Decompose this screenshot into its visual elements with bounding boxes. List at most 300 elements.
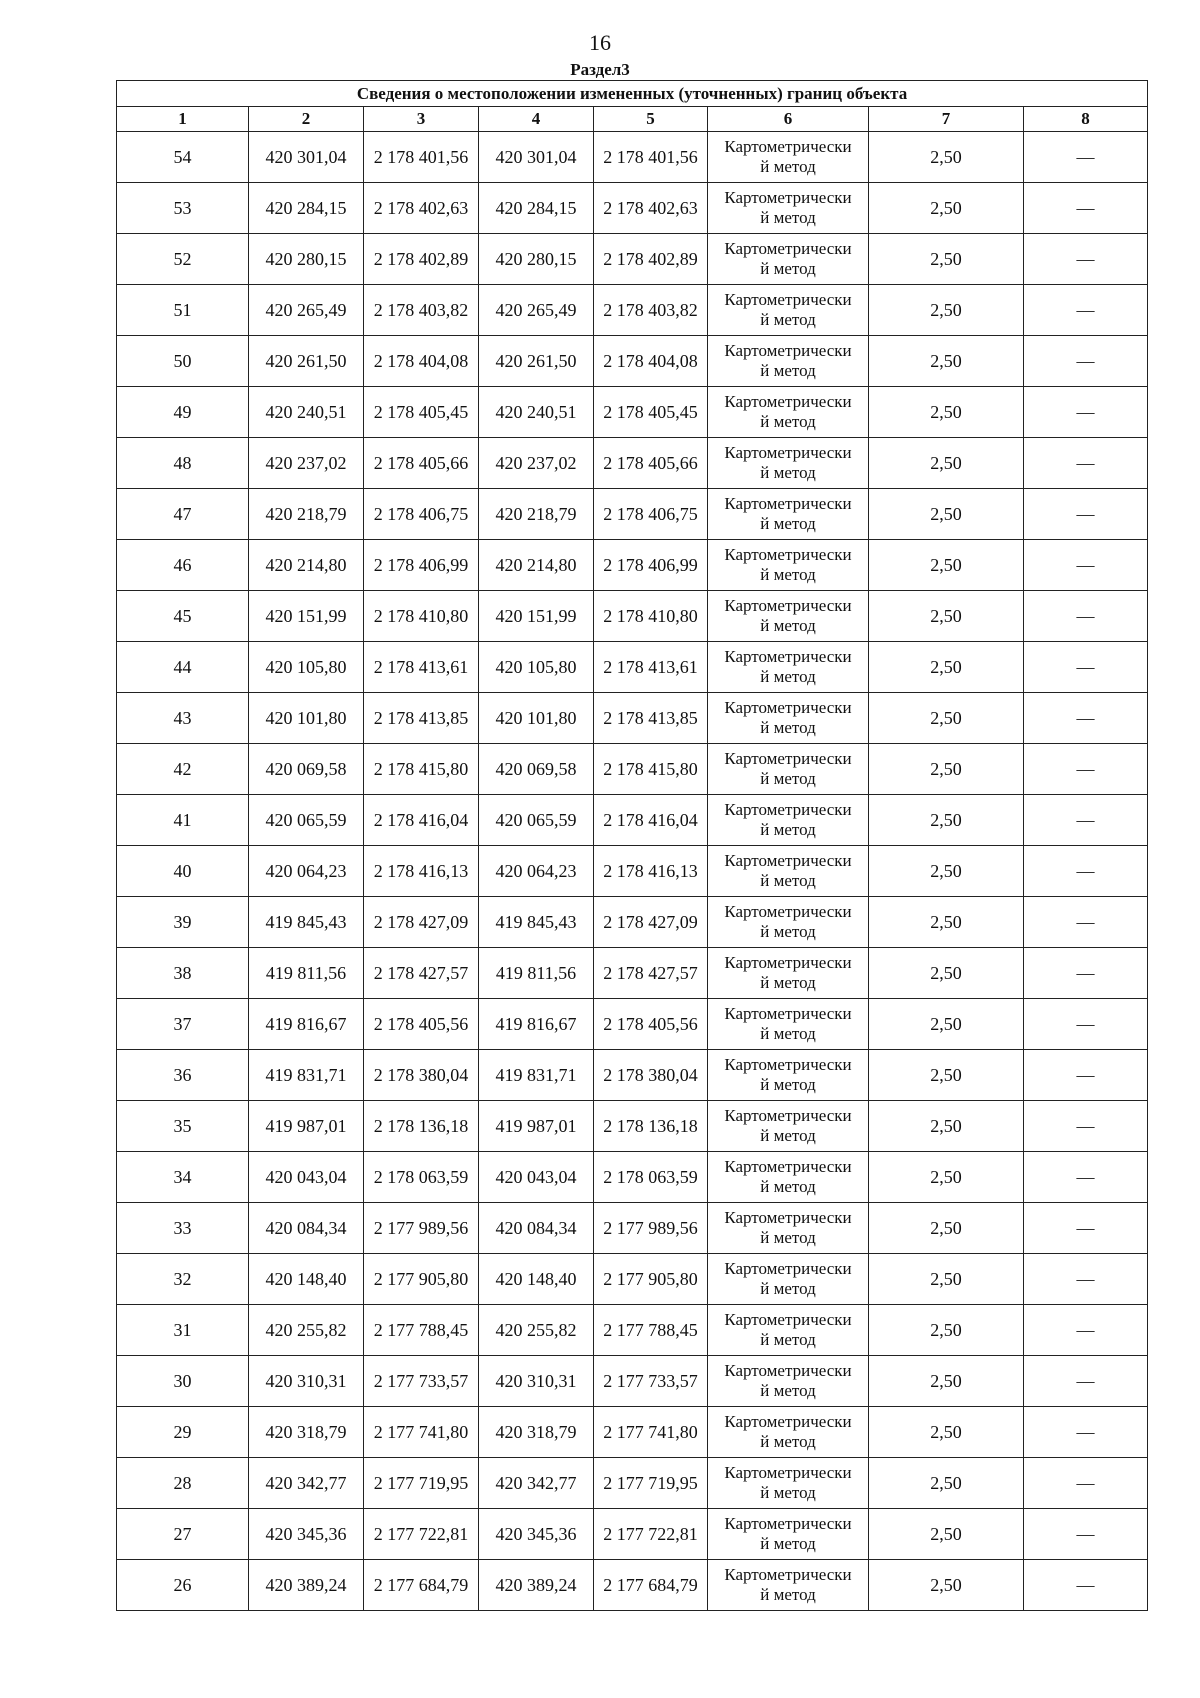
column-number-3: 3 xyxy=(364,107,479,132)
accuracy-cell: 2,50 xyxy=(869,1203,1024,1254)
description-cell: — xyxy=(1024,693,1148,744)
table-caption: Сведения о местоположении измененных (уточненных) границ объекта xyxy=(117,81,1148,107)
description-cell: — xyxy=(1024,1254,1148,1305)
description-cell: — xyxy=(1024,132,1148,183)
method-text-line-1: Картометрически xyxy=(724,239,852,258)
accuracy-cell: 2,50 xyxy=(869,1254,1024,1305)
accuracy-cell: 2,50 xyxy=(869,132,1024,183)
table-row xyxy=(117,387,1148,438)
column-number-2: 2 xyxy=(249,107,364,132)
y-old-cell: 2 178 063,59 xyxy=(364,1152,479,1203)
accuracy-cell: 2,50 xyxy=(869,285,1024,336)
point-number-cell: 50 xyxy=(117,336,249,387)
table-row xyxy=(117,132,1148,183)
y-new-cell: 2 178 380,04 xyxy=(594,1050,708,1101)
method-text-line-2: й метод xyxy=(760,718,816,737)
method-cell xyxy=(708,948,869,999)
x-new-cell: 420 342,77 xyxy=(479,1458,594,1509)
point-number-cell: 42 xyxy=(117,744,249,795)
method-text-line-2: й метод xyxy=(760,1177,816,1196)
coordinates-table xyxy=(116,80,1148,1611)
table-body xyxy=(117,132,1148,1611)
point-number-cell: 46 xyxy=(117,540,249,591)
x-new-cell: 420 280,15 xyxy=(479,234,594,285)
x-new-cell: 420 043,04 xyxy=(479,1152,594,1203)
table-row xyxy=(117,1560,1148,1611)
y-new-cell: 2 178 416,13 xyxy=(594,846,708,897)
x-old-cell: 420 265,49 xyxy=(249,285,364,336)
x-old-cell: 420 148,40 xyxy=(249,1254,364,1305)
y-old-cell: 2 178 413,85 xyxy=(364,693,479,744)
x-old-cell: 420 255,82 xyxy=(249,1305,364,1356)
y-new-cell: 2 177 788,45 xyxy=(594,1305,708,1356)
x-old-cell: 420 342,77 xyxy=(249,1458,364,1509)
description-cell: — xyxy=(1024,795,1148,846)
method-text-line-2: й метод xyxy=(760,973,816,992)
x-new-cell: 419 845,43 xyxy=(479,897,594,948)
y-old-cell: 2 178 416,04 xyxy=(364,795,479,846)
x-new-cell: 420 265,49 xyxy=(479,285,594,336)
method-text-line-1: Картометрически xyxy=(724,1310,852,1329)
x-old-cell: 420 237,02 xyxy=(249,438,364,489)
method-cell xyxy=(708,183,869,234)
table-row xyxy=(117,897,1148,948)
y-old-cell: 2 178 405,66 xyxy=(364,438,479,489)
method-cell xyxy=(708,1560,869,1611)
x-old-cell: 420 065,59 xyxy=(249,795,364,846)
table-row xyxy=(117,540,1148,591)
point-number-cell: 28 xyxy=(117,1458,249,1509)
accuracy-cell: 2,50 xyxy=(869,693,1024,744)
y-new-cell: 2 177 741,80 xyxy=(594,1407,708,1458)
table-row xyxy=(117,1050,1148,1101)
x-new-cell: 420 310,31 xyxy=(479,1356,594,1407)
accuracy-cell: 2,50 xyxy=(869,1356,1024,1407)
description-cell: — xyxy=(1024,744,1148,795)
y-old-cell: 2 178 401,56 xyxy=(364,132,479,183)
method-cell xyxy=(708,285,869,336)
method-text-line-2: й метод xyxy=(760,871,816,890)
description-cell: — xyxy=(1024,642,1148,693)
x-new-cell: 420 389,24 xyxy=(479,1560,594,1611)
table-row xyxy=(117,438,1148,489)
method-text-line-2: й метод xyxy=(760,1024,816,1043)
page-number: 16 xyxy=(589,30,611,55)
description-cell: — xyxy=(1024,948,1148,999)
description-cell: — xyxy=(1024,336,1148,387)
y-old-cell: 2 178 416,13 xyxy=(364,846,479,897)
method-text-line-1: Картометрически xyxy=(724,596,852,615)
y-new-cell: 2 178 413,85 xyxy=(594,693,708,744)
column-number-7: 7 xyxy=(869,107,1024,132)
accuracy-cell: 2,50 xyxy=(869,1458,1024,1509)
y-new-cell: 2 177 905,80 xyxy=(594,1254,708,1305)
y-old-cell: 2 177 989,56 xyxy=(364,1203,479,1254)
method-text-line-2: й метод xyxy=(760,565,816,584)
table-row xyxy=(117,234,1148,285)
accuracy-cell: 2,50 xyxy=(869,234,1024,285)
description-cell: — xyxy=(1024,1152,1148,1203)
method-text-line-2: й метод xyxy=(760,820,816,839)
y-new-cell: 2 178 410,80 xyxy=(594,591,708,642)
point-number-cell: 52 xyxy=(117,234,249,285)
x-old-cell: 420 389,24 xyxy=(249,1560,364,1611)
method-cell xyxy=(708,1152,869,1203)
table-row xyxy=(117,1152,1148,1203)
y-new-cell: 2 178 405,56 xyxy=(594,999,708,1050)
method-cell xyxy=(708,897,869,948)
method-text-line-2: й метод xyxy=(760,667,816,686)
method-text-line-1: Картометрически xyxy=(724,1565,852,1584)
column-number-5: 5 xyxy=(594,107,708,132)
point-number-cell: 41 xyxy=(117,795,249,846)
y-new-cell: 2 178 405,66 xyxy=(594,438,708,489)
accuracy-cell: 2,50 xyxy=(869,336,1024,387)
accuracy-cell: 2,50 xyxy=(869,744,1024,795)
method-cell xyxy=(708,1305,869,1356)
method-text-line-2: й метод xyxy=(760,1330,816,1349)
table-row xyxy=(117,999,1148,1050)
table-row xyxy=(117,1356,1148,1407)
method-cell xyxy=(708,795,869,846)
x-old-cell: 419 987,01 xyxy=(249,1101,364,1152)
point-number-cell: 32 xyxy=(117,1254,249,1305)
method-text-line-1: Картометрически xyxy=(724,953,852,972)
point-number-cell: 35 xyxy=(117,1101,249,1152)
method-cell xyxy=(708,846,869,897)
method-text-line-2: й метод xyxy=(760,1432,816,1451)
y-new-cell: 2 178 402,63 xyxy=(594,183,708,234)
y-new-cell: 2 178 403,82 xyxy=(594,285,708,336)
method-cell xyxy=(708,234,869,285)
description-cell: — xyxy=(1024,1407,1148,1458)
method-text-line-2: й метод xyxy=(760,616,816,635)
y-old-cell: 2 178 413,61 xyxy=(364,642,479,693)
point-number-cell: 49 xyxy=(117,387,249,438)
y-old-cell: 2 178 403,82 xyxy=(364,285,479,336)
method-text-line-1: Картометрически xyxy=(724,545,852,564)
description-cell: — xyxy=(1024,1050,1148,1101)
x-new-cell: 420 237,02 xyxy=(479,438,594,489)
x-new-cell: 420 065,59 xyxy=(479,795,594,846)
x-old-cell: 420 218,79 xyxy=(249,489,364,540)
method-text-line-1: Картометрически xyxy=(724,749,852,768)
method-text-line-2: й метод xyxy=(760,310,816,329)
method-text-line-2: й метод xyxy=(760,1279,816,1298)
description-cell: — xyxy=(1024,897,1148,948)
method-text-line-1: Картометрически xyxy=(724,1412,852,1431)
accuracy-cell: 2,50 xyxy=(869,1152,1024,1203)
x-new-cell: 420 105,80 xyxy=(479,642,594,693)
x-new-cell: 420 240,51 xyxy=(479,387,594,438)
point-number-cell: 29 xyxy=(117,1407,249,1458)
accuracy-cell: 2,50 xyxy=(869,1101,1024,1152)
table-row xyxy=(117,1305,1148,1356)
accuracy-cell: 2,50 xyxy=(869,846,1024,897)
method-text-line-2: й метод xyxy=(760,514,816,533)
accuracy-cell: 2,50 xyxy=(869,1407,1024,1458)
y-old-cell: 2 177 741,80 xyxy=(364,1407,479,1458)
method-text-line-1: Картометрически xyxy=(724,1055,852,1074)
y-old-cell: 2 178 406,75 xyxy=(364,489,479,540)
y-old-cell: 2 178 405,45 xyxy=(364,387,479,438)
method-text-line-2: й метод xyxy=(760,922,816,941)
y-old-cell: 2 177 733,57 xyxy=(364,1356,479,1407)
table-row xyxy=(117,285,1148,336)
y-old-cell: 2 178 415,80 xyxy=(364,744,479,795)
method-text-line-1: Картометрически xyxy=(724,494,852,513)
method-text-line-1: Картометрически xyxy=(724,647,852,666)
method-text-line-2: й метод xyxy=(760,259,816,278)
x-old-cell: 420 105,80 xyxy=(249,642,364,693)
y-old-cell: 2 178 136,18 xyxy=(364,1101,479,1152)
description-cell: — xyxy=(1024,1203,1148,1254)
method-text-line-1: Картометрически xyxy=(724,1361,852,1380)
x-new-cell: 420 064,23 xyxy=(479,846,594,897)
column-number-1: 1 xyxy=(117,107,249,132)
x-new-cell: 420 148,40 xyxy=(479,1254,594,1305)
description-cell: — xyxy=(1024,999,1148,1050)
point-number-cell: 44 xyxy=(117,642,249,693)
point-number-cell: 48 xyxy=(117,438,249,489)
method-text-line-1: Картометрически xyxy=(724,290,852,309)
accuracy-cell: 2,50 xyxy=(869,438,1024,489)
table-row xyxy=(117,948,1148,999)
method-text-line-1: Картометрически xyxy=(724,1106,852,1125)
table-row xyxy=(117,336,1148,387)
table-row xyxy=(117,795,1148,846)
method-cell xyxy=(708,1509,869,1560)
description-cell: — xyxy=(1024,540,1148,591)
description-cell: — xyxy=(1024,846,1148,897)
method-text-line-1: Картометрически xyxy=(724,341,852,360)
y-new-cell: 2 178 427,57 xyxy=(594,948,708,999)
method-text-line-2: й метод xyxy=(760,412,816,431)
y-new-cell: 2 178 404,08 xyxy=(594,336,708,387)
method-cell xyxy=(708,642,869,693)
x-old-cell: 419 811,56 xyxy=(249,948,364,999)
x-old-cell: 420 284,15 xyxy=(249,183,364,234)
point-number-cell: 26 xyxy=(117,1560,249,1611)
description-cell: — xyxy=(1024,234,1148,285)
method-text-line-2: й метод xyxy=(760,208,816,227)
table-row xyxy=(117,846,1148,897)
method-text-line-2: й метод xyxy=(760,769,816,788)
section-title: Раздел3 xyxy=(570,60,630,79)
point-number-cell: 30 xyxy=(117,1356,249,1407)
y-old-cell: 2 178 427,57 xyxy=(364,948,479,999)
accuracy-cell: 2,50 xyxy=(869,1560,1024,1611)
method-text-line-2: й метод xyxy=(760,361,816,380)
point-number-cell: 45 xyxy=(117,591,249,642)
point-number-cell: 31 xyxy=(117,1305,249,1356)
y-old-cell: 2 178 410,80 xyxy=(364,591,479,642)
y-old-cell: 2 178 405,56 xyxy=(364,999,479,1050)
point-number-cell: 33 xyxy=(117,1203,249,1254)
method-text-line-1: Картометрически xyxy=(724,188,852,207)
method-text-line-1: Картометрически xyxy=(724,1208,852,1227)
y-new-cell: 2 178 063,59 xyxy=(594,1152,708,1203)
y-old-cell: 2 178 402,89 xyxy=(364,234,479,285)
method-text-line-2: й метод xyxy=(760,1075,816,1094)
y-new-cell: 2 177 719,95 xyxy=(594,1458,708,1509)
x-old-cell: 420 069,58 xyxy=(249,744,364,795)
method-text-line-1: Картометрически xyxy=(724,800,852,819)
x-old-cell: 420 101,80 xyxy=(249,693,364,744)
table-row xyxy=(117,591,1148,642)
table-row xyxy=(117,1407,1148,1458)
y-old-cell: 2 177 719,95 xyxy=(364,1458,479,1509)
method-cell xyxy=(708,1203,869,1254)
y-old-cell: 2 177 684,79 xyxy=(364,1560,479,1611)
x-old-cell: 420 151,99 xyxy=(249,591,364,642)
y-old-cell: 2 178 404,08 xyxy=(364,336,479,387)
method-cell xyxy=(708,336,869,387)
accuracy-cell: 2,50 xyxy=(869,387,1024,438)
x-new-cell: 420 069,58 xyxy=(479,744,594,795)
point-number-cell: 53 xyxy=(117,183,249,234)
description-cell: — xyxy=(1024,285,1148,336)
x-old-cell: 420 240,51 xyxy=(249,387,364,438)
accuracy-cell: 2,50 xyxy=(869,642,1024,693)
table-row xyxy=(117,693,1148,744)
accuracy-cell: 2,50 xyxy=(869,183,1024,234)
y-new-cell: 2 178 415,80 xyxy=(594,744,708,795)
x-new-cell: 419 811,56 xyxy=(479,948,594,999)
method-cell xyxy=(708,438,869,489)
x-old-cell: 420 064,23 xyxy=(249,846,364,897)
x-new-cell: 420 318,79 xyxy=(479,1407,594,1458)
point-number-cell: 36 xyxy=(117,1050,249,1101)
method-text-line-2: й метод xyxy=(760,1381,816,1400)
x-new-cell: 419 816,67 xyxy=(479,999,594,1050)
x-old-cell: 420 043,04 xyxy=(249,1152,364,1203)
method-text-line-1: Картометрически xyxy=(724,1004,852,1023)
accuracy-cell: 2,50 xyxy=(869,1509,1024,1560)
description-cell: — xyxy=(1024,591,1148,642)
column-number-6: 6 xyxy=(708,107,869,132)
description-cell: — xyxy=(1024,1356,1148,1407)
point-number-cell: 47 xyxy=(117,489,249,540)
y-new-cell: 2 178 413,61 xyxy=(594,642,708,693)
x-new-cell: 419 987,01 xyxy=(479,1101,594,1152)
x-new-cell: 420 214,80 xyxy=(479,540,594,591)
x-new-cell: 419 831,71 xyxy=(479,1050,594,1101)
description-cell: — xyxy=(1024,183,1148,234)
accuracy-cell: 2,50 xyxy=(869,1050,1024,1101)
x-new-cell: 420 301,04 xyxy=(479,132,594,183)
x-old-cell: 420 280,15 xyxy=(249,234,364,285)
method-cell xyxy=(708,693,869,744)
point-number-cell: 40 xyxy=(117,846,249,897)
point-number-cell: 43 xyxy=(117,693,249,744)
method-text-line-1: Картометрически xyxy=(724,443,852,462)
point-number-cell: 27 xyxy=(117,1509,249,1560)
accuracy-cell: 2,50 xyxy=(869,999,1024,1050)
table-row xyxy=(117,183,1148,234)
method-text-line-2: й метод xyxy=(760,1534,816,1553)
y-old-cell: 2 177 788,45 xyxy=(364,1305,479,1356)
description-cell: — xyxy=(1024,1509,1148,1560)
x-old-cell: 419 845,43 xyxy=(249,897,364,948)
table-row xyxy=(117,642,1148,693)
description-cell: — xyxy=(1024,1101,1148,1152)
description-cell: — xyxy=(1024,489,1148,540)
method-text-line-2: й метод xyxy=(760,157,816,176)
column-number-4: 4 xyxy=(479,107,594,132)
method-text-line-1: Картометрически xyxy=(724,851,852,870)
description-cell: — xyxy=(1024,387,1148,438)
y-old-cell: 2 177 905,80 xyxy=(364,1254,479,1305)
x-old-cell: 420 310,31 xyxy=(249,1356,364,1407)
method-text-line-1: Картометрически xyxy=(724,1514,852,1533)
point-number-cell: 51 xyxy=(117,285,249,336)
description-cell: — xyxy=(1024,1560,1148,1611)
x-old-cell: 420 301,04 xyxy=(249,132,364,183)
description-cell: — xyxy=(1024,438,1148,489)
table-row xyxy=(117,489,1148,540)
y-new-cell: 2 177 722,81 xyxy=(594,1509,708,1560)
y-new-cell: 2 178 406,75 xyxy=(594,489,708,540)
x-old-cell: 419 831,71 xyxy=(249,1050,364,1101)
method-text-line-1: Картометрически xyxy=(724,1259,852,1278)
point-number-cell: 39 xyxy=(117,897,249,948)
method-cell xyxy=(708,591,869,642)
accuracy-cell: 2,50 xyxy=(869,1305,1024,1356)
method-cell xyxy=(708,1254,869,1305)
method-cell xyxy=(708,489,869,540)
method-text-line-2: й метод xyxy=(760,1483,816,1502)
table-row xyxy=(117,1101,1148,1152)
y-new-cell: 2 177 733,57 xyxy=(594,1356,708,1407)
method-cell xyxy=(708,540,869,591)
y-new-cell: 2 178 136,18 xyxy=(594,1101,708,1152)
method-text-line-1: Картометрически xyxy=(724,137,852,156)
x-old-cell: 420 214,80 xyxy=(249,540,364,591)
x-old-cell: 420 084,34 xyxy=(249,1203,364,1254)
method-cell xyxy=(708,1356,869,1407)
column-number-8: 8 xyxy=(1024,107,1148,132)
y-new-cell: 2 178 416,04 xyxy=(594,795,708,846)
method-cell xyxy=(708,999,869,1050)
x-new-cell: 420 101,80 xyxy=(479,693,594,744)
table-row xyxy=(117,1458,1148,1509)
accuracy-cell: 2,50 xyxy=(869,489,1024,540)
point-number-cell: 37 xyxy=(117,999,249,1050)
y-new-cell: 2 177 989,56 xyxy=(594,1203,708,1254)
y-old-cell: 2 178 406,99 xyxy=(364,540,479,591)
x-new-cell: 420 151,99 xyxy=(479,591,594,642)
x-old-cell: 420 261,50 xyxy=(249,336,364,387)
y-old-cell: 2 178 402,63 xyxy=(364,183,479,234)
x-new-cell: 420 084,34 xyxy=(479,1203,594,1254)
x-new-cell: 420 345,36 xyxy=(479,1509,594,1560)
method-text-line-1: Картометрически xyxy=(724,392,852,411)
x-new-cell: 420 218,79 xyxy=(479,489,594,540)
accuracy-cell: 2,50 xyxy=(869,795,1024,846)
method-text-line-1: Картометрически xyxy=(724,698,852,717)
y-old-cell: 2 178 427,09 xyxy=(364,897,479,948)
method-cell xyxy=(708,1458,869,1509)
table-row xyxy=(117,1254,1148,1305)
method-text-line-2: й метод xyxy=(760,463,816,482)
point-number-cell: 54 xyxy=(117,132,249,183)
x-old-cell: 420 318,79 xyxy=(249,1407,364,1458)
accuracy-cell: 2,50 xyxy=(869,897,1024,948)
method-text-line-2: й метод xyxy=(760,1585,816,1604)
y-old-cell: 2 178 380,04 xyxy=(364,1050,479,1101)
x-old-cell: 419 816,67 xyxy=(249,999,364,1050)
